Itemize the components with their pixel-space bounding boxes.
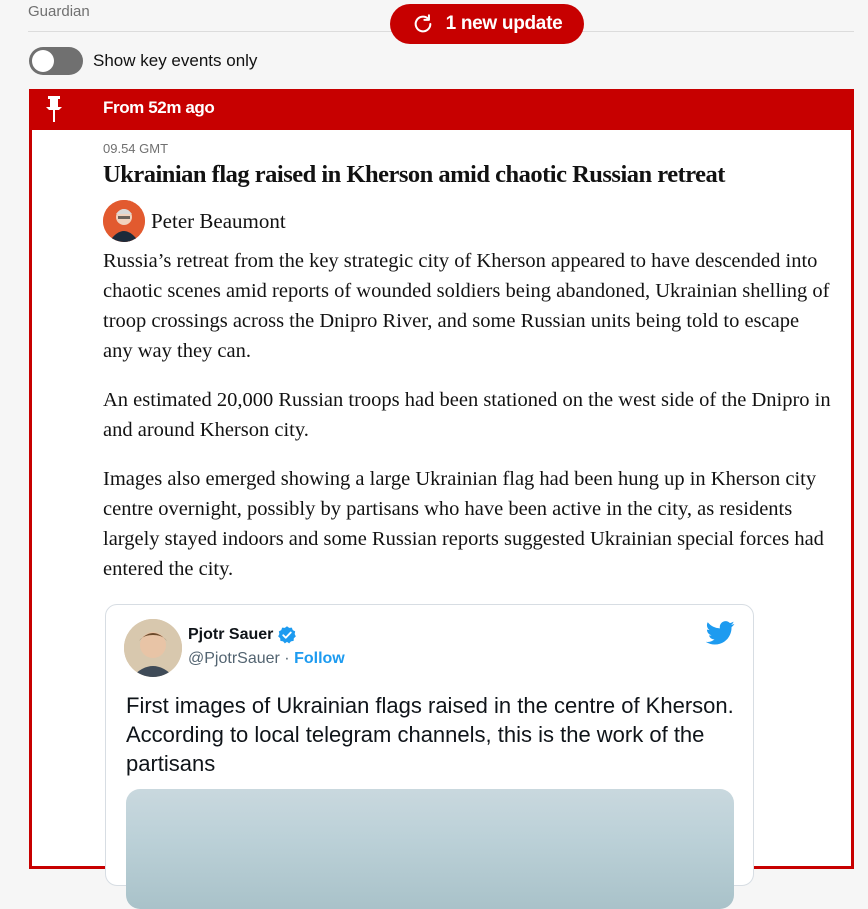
tweet-image[interactable] [126,789,734,909]
author-name[interactable]: Peter Beaumont [151,208,286,233]
byline [103,200,286,242]
post-headline: Ukrainian flag raised in Kherson amid chaotic Russian retreat [103,161,725,188]
new-update-label: 1 new update [445,13,563,34]
refresh-icon [412,13,434,35]
post-body [103,246,833,603]
tweet-handle[interactable]: @PjotrSauer [188,650,280,667]
paragraph: Russia’s retreat from the key strategic city of Kherson appeared to have descended into chaotic scenes amid reports of wounded soldiers being abandoned, Ukrainian shelling of troop crossings across the Dnipro River, and some Russian units being told to escape any way they can. [103,250,830,362]
pin-icon [46,96,62,122]
author-avatar [103,200,145,242]
key-events-label: Show key events only [93,51,258,70]
post-timestamp: 09.54 GMT [103,141,169,156]
pinned-time-label: From 52m ago [103,98,215,117]
tweet-text: First images of Ukrainian flags raised in the centre of Kherson. According to local telegram channels, this is the work of the partisans [126,693,734,776]
twitter-icon[interactable] [706,621,735,645]
new-update-button[interactable] [390,4,584,44]
pinned-header [32,89,851,130]
embedded-tweet[interactable] [105,604,754,886]
paragraph: Images also emerged showing a large Ukrainian flag had been hung up in Kherson city centre overnight, possibly by partisans who have been active in the city, as residents largely stayed indoors and some Russian reports suggested Ukrainian special forces had entered the city. [103,468,824,580]
tweet-handle-row [188,650,345,668]
key-events-filter [29,47,257,75]
tweet-avatar[interactable] [124,619,182,677]
paragraph: An estimated 20,000 Russian troops had been stationed on the west side of the Dnipro in and around Kherson city. [103,389,831,441]
tweet-author-label: Pjotr Sauer [188,626,274,643]
source-label: Guardian [28,3,90,20]
separator: · [284,650,290,667]
tweet-author-name[interactable] [188,625,297,645]
key-events-toggle[interactable] [29,47,83,75]
follow-button[interactable]: Follow [294,650,345,667]
pinned-post [29,89,854,869]
verified-icon [277,625,297,645]
